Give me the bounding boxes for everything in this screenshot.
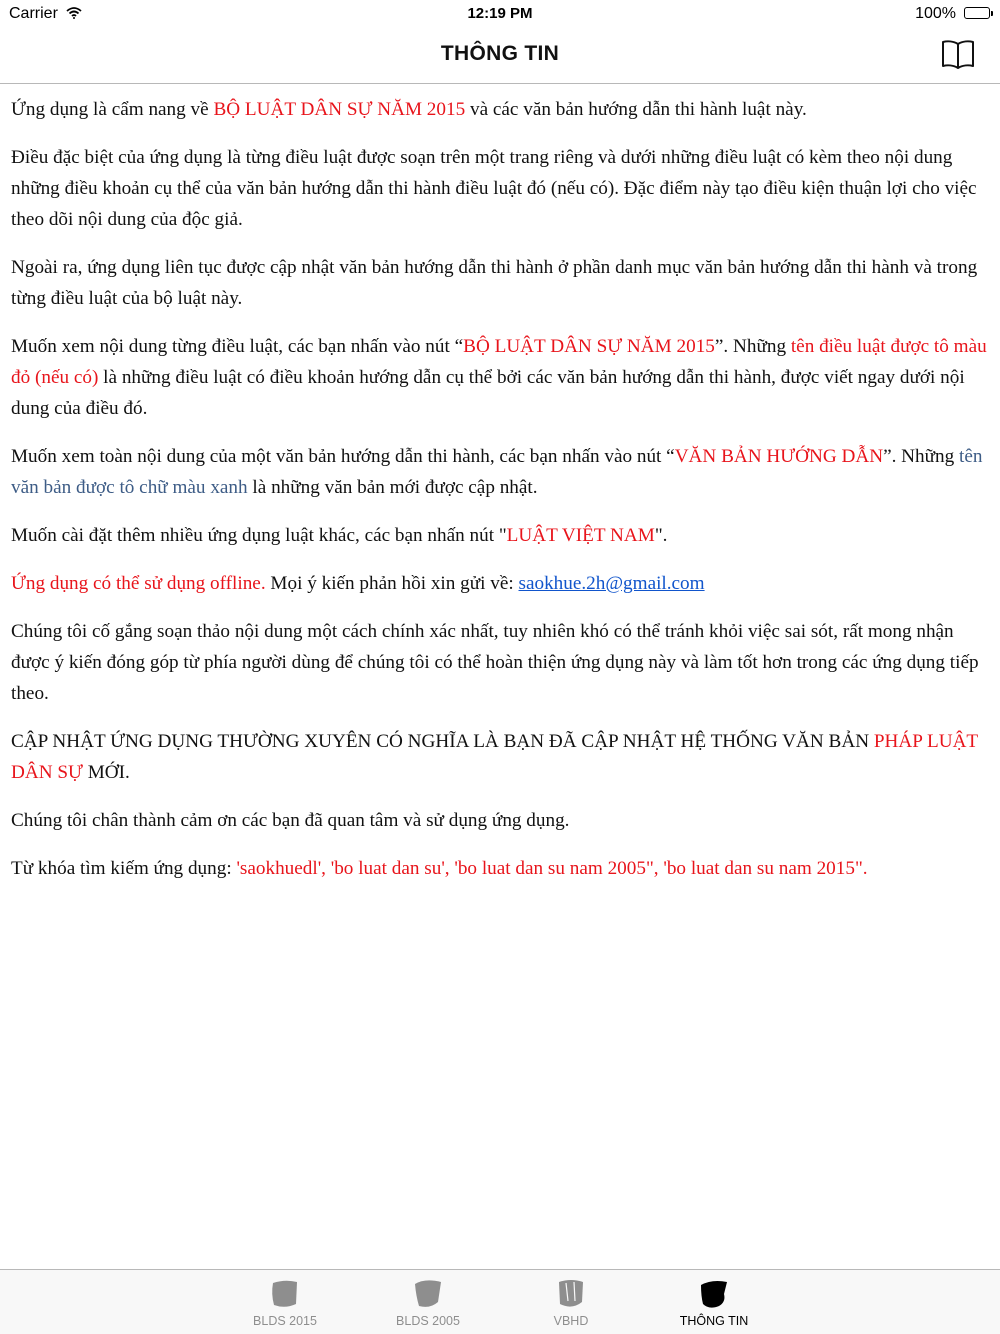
page-title: THÔNG TIN (440, 42, 560, 65)
usage-paragraph-documents: Muốn xem toàn nội dung của một văn bản hướng dẫn thi hành, các bạn nhấn vào nút “VĂN BẢN HƯỚNG DẪN”. Những tên văn bản được tô chữ màu xanh là những văn bản mới được cập nhật. (11, 446, 983, 498)
info-content (11, 94, 991, 901)
email-link[interactable]: saokhue.2h@gmail.com (518, 573, 705, 594)
tab-vbhd[interactable] (511, 1270, 631, 1334)
tab-label: BLDS 2005 (396, 1314, 460, 1328)
keywords-paragraph: Từ khóa tìm kiếm ứng dụng: 'saokhuedl', 'bo luat dan su', 'bo luat dan su nam 2005", 'bo luat dan su nam 2015". (11, 858, 868, 879)
more-apps-paragraph: Muốn cài đặt thêm nhiều ứng dụng luật khác, các bạn nhấn nút "LUẬT VIỆT NAM". (11, 525, 668, 546)
tab-thong-tin[interactable] (654, 1270, 774, 1334)
tab-label: THÔNG TIN (679, 1314, 749, 1328)
tab-label: VBHD (553, 1314, 589, 1328)
clock: 12:19 PM (467, 5, 533, 22)
book-2005-icon (411, 1276, 445, 1310)
book-icon[interactable] (940, 38, 976, 70)
intro-paragraph: Ứng dụng là cẩm nang về BỘ LUẬT DÂN SỰ NĂM 2015 và các văn bản hướng dẫn thi hành luật này. (11, 99, 807, 120)
carrier-label: Carrier (9, 5, 58, 22)
tab-bar (0, 1269, 1000, 1334)
book-2015-icon (268, 1276, 302, 1310)
info-book-icon (697, 1276, 731, 1310)
update-notice-paragraph: CẬP NHẬT ỨNG DỤNG THƯỜNG XUYÊN CÓ NGHĨA LÀ BẠN ĐÃ CẬP NHẬT HỆ THỐNG VĂN BẢN PHÁP LUẬT DÂN SỰ MỚI. (11, 731, 978, 783)
thanks-paragraph: Chúng tôi chân thành cảm ơn các bạn đã quan tâm và sử dụng ứng dụng. (11, 810, 570, 831)
documents-icon (554, 1276, 588, 1310)
navigation-bar (0, 28, 1000, 84)
tab-blds-2005[interactable] (368, 1270, 488, 1334)
law-name-highlight: BỘ LUẬT DÂN SỰ NĂM 2015 (213, 99, 466, 120)
battery-icon (964, 7, 990, 19)
usage-paragraph-articles: Muốn xem nội dung từng điều luật, các bạn nhấn vào nút “BỘ LUẬT DÂN SỰ NĂM 2015”. Những tên điều luật được tô màu đỏ (nếu có) là những điều luật có điều khoản hướng dẫn cụ thể bởi các văn bản hướng dẫn thi hành, được viết ngay dưới nội dung của điều đó. (11, 336, 987, 419)
feedback-paragraph: Chúng tôi cố gắng soạn thảo nội dung một cách chính xác nhất, tuy nhiên khó có thể tránh khỏi việc sai sót, rất mong nhận được ý kiến đóng góp từ phía người dùng để chúng tôi có thể hoàn thiện ứng dụng này và làm tốt hơn trong các ứng dụng tiếp theo. (11, 621, 979, 704)
tab-blds-2015[interactable] (225, 1270, 345, 1334)
update-paragraph: Ngoài ra, ứng dụng liên tục được cập nhật văn bản hướng dẫn thi hành ở phần danh mục văn bản hướng dẫn thi hành và trong từng điều luật của bộ luật này. (11, 257, 978, 309)
battery-percent: 100% (915, 5, 956, 22)
tab-label: BLDS 2015 (253, 1314, 317, 1328)
status-bar (0, 0, 1000, 28)
feature-paragraph: Điều đặc biệt của ứng dụng là từng điều luật được soạn trên một trang riêng và dưới những điều luật có kèm theo nội dung những điều khoản cụ thể của văn bản hướng dẫn thi hành điều luật đó (nếu có). Đặc điểm này tạo điều kiện thuận lợi cho việc theo dõi nội dung của độc giả. (11, 147, 977, 230)
contact-paragraph: Ứng dụng có thể sử dụng offline. Mọi ý kiến phản hồi xin gửi về: saokhue.2h@gmail.com (11, 573, 705, 594)
